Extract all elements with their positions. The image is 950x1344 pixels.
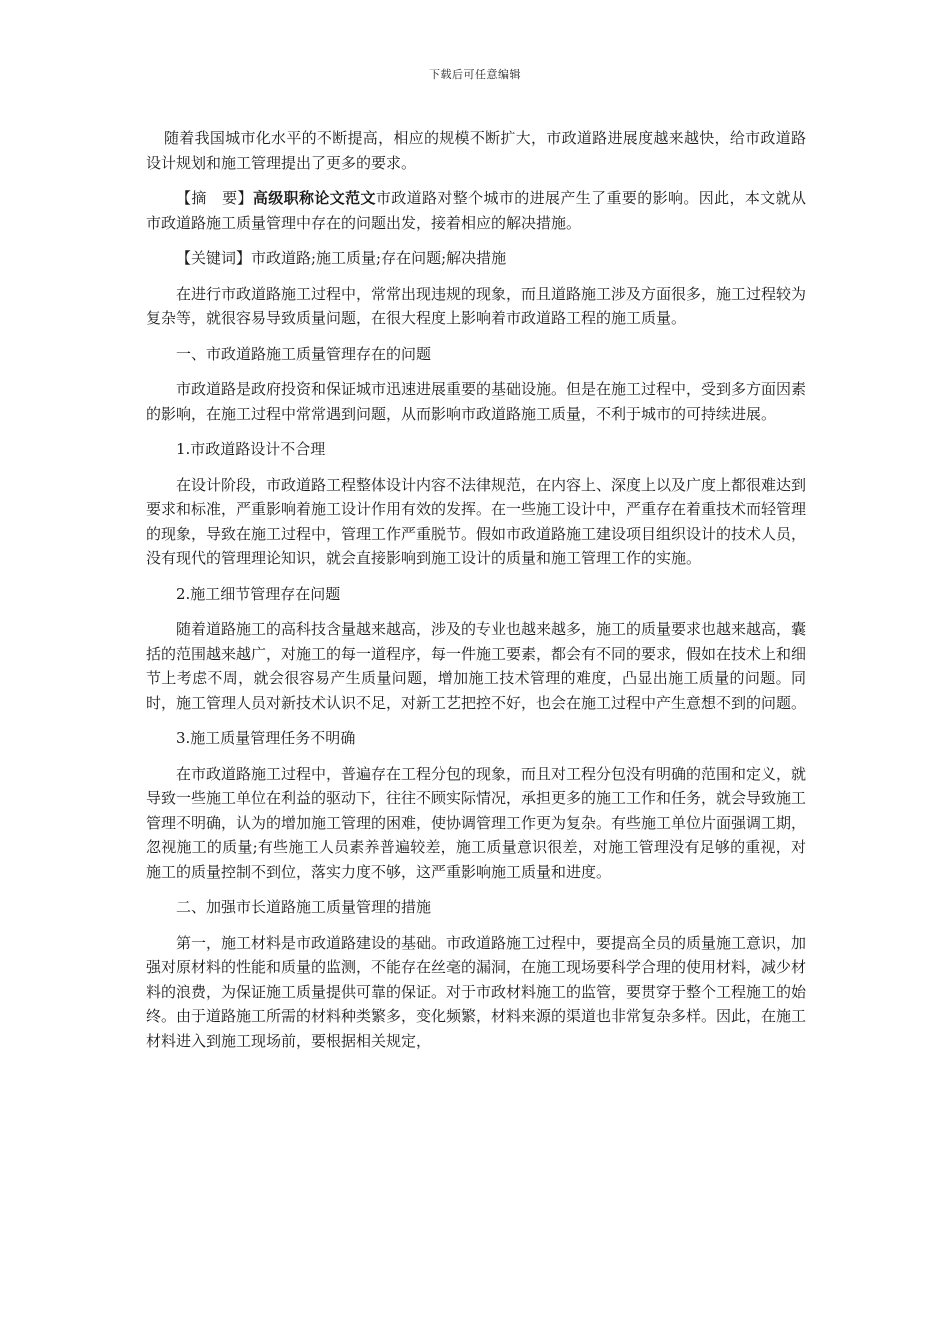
section-heading-1: 一、市政道路施工质量管理存在的问题: [176, 344, 432, 363]
body-paragraph-5: 在市政道路施工过程中，普遍存在工程分包的现象，而且对工程分包没有明确的范围和定义，就导致一些施工单位在利益的驱动下，往往不顾实际情况，承担更多的施工工作和任务，就会导致施工管理不明确，认为的增加施工管理的困难，使协调管理工作更为复杂。有些施工单位片面强调工期，忽视施工的质量;有些施工人员素养普遍较差，施工质量意识很差，对施工管理没有足够的重视，对施工的质量控制不到位，落实力度不够，这严重影响施工质量和进度。: [146, 764, 807, 881]
subsection-heading-3: 3.施工质量管理任务不明确: [176, 729, 356, 747]
subsection-heading-2: 2.施工细节管理存在问题: [176, 584, 341, 603]
body-paragraph-4: 随着道路施工的高科技含量越来越高，涉及的专业也越来越多，施工的质量要求也越来越高，囊括的范围越来越广，对施工的每一道程序，每一件施工要素，都会有不同的要求，假如在技术上和细节上考虑不周，就会很容易产生质量问题，增加施工技术管理的难度，凸显出施工质量的问题。同时，施工管理人员对新技术认识不足，对新工艺把控不好，也会在施工过程中产生意想不到的问题。: [146, 620, 807, 712]
abstract-paragraph: [146, 186, 806, 235]
page-header: 下载后可任意编辑: [429, 68, 521, 81]
keywords-paragraph: 【关键词】市政道路;施工质量;存在问题;解决措施: [176, 249, 507, 267]
subsection-heading-1: 1.市政道路设计不合理: [176, 440, 326, 458]
abstract-link-text: 高级职称论文范文: [252, 189, 376, 207]
abstract-text: 市政道路对整个城市的进展产生了重要的影响。因此，本文就从市政道路施工质量管理中存在的问题出发，接着相应的解决措施。: [146, 189, 806, 232]
section-heading-2: 二、加强市长道路施工质量管理的措施: [176, 898, 432, 916]
intro-paragraph: 随着我国城市化水平的不断提高，相应的规模不断扩大，市政道路进展度越来越快，给市政道路设计规划和施工管理提出了更多的要求。: [146, 129, 806, 172]
body-paragraph-3: 在设计阶段，市政道路工程整体设计内容不法律规范，在内容上、深度上以及广度上都很难达到要求和标准，严重影响着施工设计作用有效的发挥。在一些施工设计中，严重存在着重技术而轻管理的现象，导致在施工过程中，管理工作严重脱节。假如市政道路施工建设项目组织设计的技术人员，没有现代的管理理论知识，就会直接影响到施工设计的质量和施工管理工作的实施。: [146, 475, 807, 567]
body-paragraph-1: 在进行市政道路施工过程中，常常出现违规的现象，而且道路施工涉及方面很多，施工过程较为复杂等，就很容易导致质量问题，在很大程度上影响着市政道路工程的施工质量。: [146, 284, 807, 327]
body-paragraph-2: 市政道路是政府投资和保证城市迅速进展重要的基础设施。但是在施工过程中，受到多方面因素的影响，在施工过程中常常遇到问题，从而影响市政道路施工质量，不利于城市的可持续进展。: [146, 380, 807, 423]
body-paragraph-6: 第一，施工材料是市政道路建设的基础。市政道路施工过程中，要提高全员的质量施工意识，加强对原材料的性能和质量的监测，不能存在丝毫的漏洞，在施工现场要科学合理的使用材料，减少材料的浪费，为保证施工质量提供可靠的保证。对于市政材料施工的监管，要贯穿于整个工程施工的始终。由于道路施工所需的材料种类繁多，变化频繁，材料来源的渠道也非常复杂多样。因此，在施工材料进入到施工现场前，要根据相关规定，: [146, 933, 807, 1050]
document-body: [146, 126, 806, 1064]
abstract-label: 【摘 要】: [176, 189, 253, 207]
